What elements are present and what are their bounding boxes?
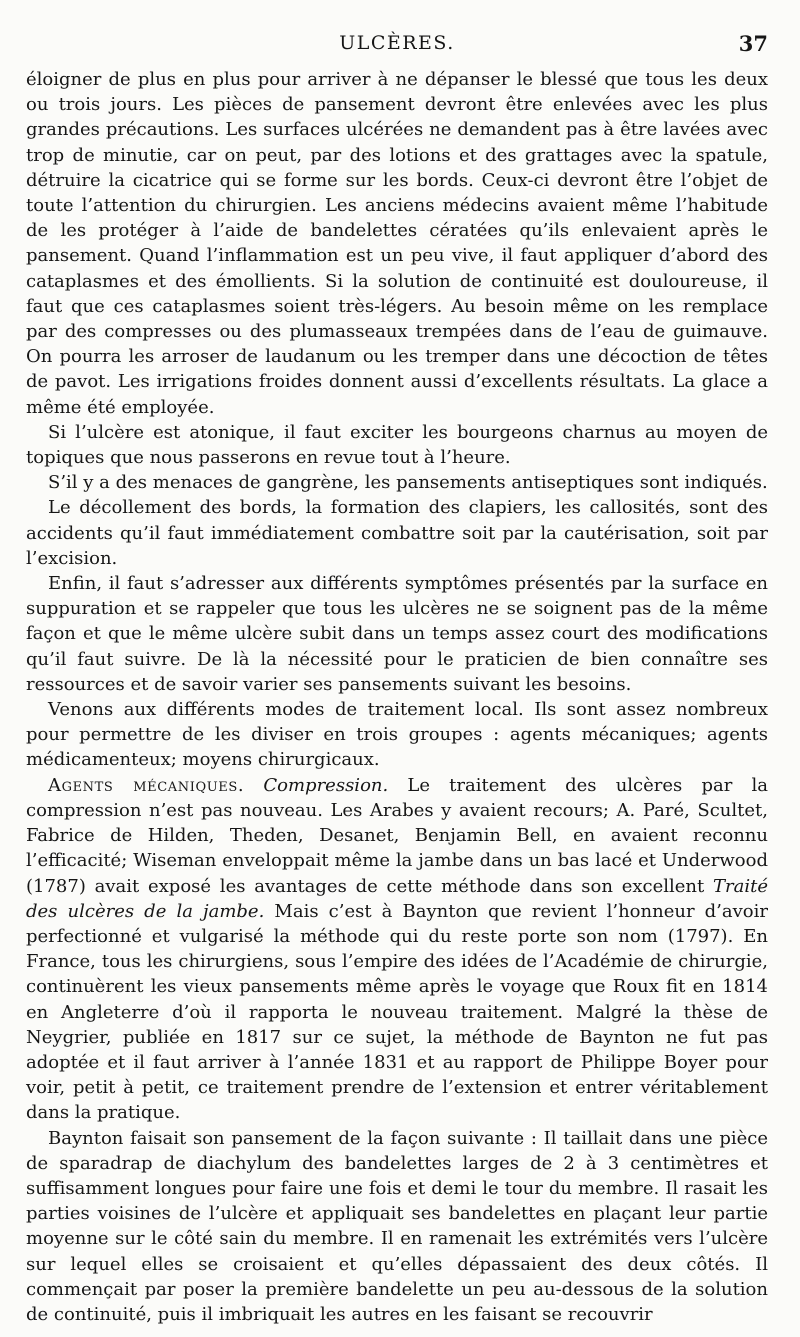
- paragraph-wound-dressing: éloigner de plus en plus pour arriver à ne dépanser le blessé que tous les deux ou trois jours. Les pièces de pansement devront être enlevées avec les plus grandes précautions. Les surfaces ulcérées ne demandent pas à être lavées avec trop de minutie, car on peut, par des lotions et des grattages avec la spatule, détruire la cicatrice qui se forme sur les bords. Ceux-ci devront être l’objet de toute l’attention du chirurgien. Les anciens médecins avaient même l’habitude de les protéger à l’aide de bandelettes cératées qu’ils enlevaient après le pansement. Quand l’inflammation est un peu vive, il faut appliquer d’abord des cataplasmes et des émollients. Si la solution de continuité est douloureuse, il faut que ces cataplasmes soient très-légers. Au besoin même on les remplace par des compresses ou des plumasseaux trempées dans de l’eau de guimauve. On pourra les arroser de laudanum ou les tremper dans une décoction de têtes de pavot. Les irrigations froides donnent aussi d’excellents résultats. La glace a même été employée.: [26, 69, 768, 418]
- paragraph-symptoms: Enfin, il faut s’adresser aux différents symptômes présentés par la surface en suppuration et se rappeler que tous les ulcères ne se soignent pas de la même façon et que le même ulcère subit dans un temps assez court des modifications qu’il faut suivre. De là la nécessité pour le praticien de bien connaître ses ressources et de savoir varier ses pansements suivant les besoins.: [26, 573, 768, 695]
- running-title: ULCÈRES.: [339, 32, 455, 54]
- section-subheading: Compression.: [263, 774, 389, 796]
- paragraph-atonic-ulcer: Si l’ulcère est atonique, il faut exciter les bourgeons charnus au moyen de topiques que nous passerons en revue tout à l’heure.: [26, 421, 768, 469]
- text-body: [26, 67, 768, 1327]
- paragraph-baynton-method: Baynton faisait son pansement de la façon suivante : Il taillait dans une pièce de sparadrap de diachylum des bandelettes larges de 2 à 3 centimètres et suffisamment longues pour faire une fois et demi le tour du membre. Il rasait les parties voisines de l’ulcère et appliquait ses bandelettes en plaçant leur partie moyenne sur le côté sain du membre. Il en ramenait les extrémités vers l’ulcère sur lequel elles se croisaient et qu’elles dépassaient des deux côtés. Il commençait par poser la première bandelette un peu au-dessous de la solution de continuité, puis il imbriquait les autres en les faisant se recouvrir: [26, 1127, 768, 1325]
- paragraph-gangrene: S’il y a des menaces de gangrène, les pansements antiseptiques sont indiqués.: [48, 472, 768, 494]
- paragraph-complications: Le décollement des bords, la formation des clapiers, les callosités, sont des accidents qu’il faut immédiatement combattre soit par la cautérisation, soit par l’excision.: [26, 497, 768, 569]
- compression-text-a: Le traitement des ulcères par la compression n’est pas nouveau. Les Arabes y avaient recours; A. Paré, Scultet, Fabrice de Hilden, Theden, Desanet, Benjamin Bell, en avaient reconnu l’efficacité; Wiseman enveloppait même la jambe dans un bas lacé et Underwood (1787) avait exposé les avantages de cette méthode dans son excellent: [26, 774, 768, 897]
- compression-text-b: Mais c’est à Baynton que revient l’honneur d’avoir perfectionné et vulgarisé la méthode qui du reste porte son nom (1797). En France, tous les chirurgiens, sous l’empire des idées de l’Académie de chirurgie, continuèrent les vieux pansements même après le voyage que Roux fit en 1814 en Angleterre d’où il rapporta le nouveau traitement. Malgré la thèse de Neygrier, publiée en 1817 sur ce sujet, la méthode de Baynton ne fut pas adoptée et il faut arriver à l’année 1831 et au rapport de Philippe Boyer pour voir, petit à petit, ce traitement prendre de l’extension et entrer véritablement dans la pratique.: [26, 900, 768, 1124]
- paragraph-compression: [26, 773, 768, 1126]
- paragraph-treatment-modes: Venons aux différents modes de traitement local. Ils sont assez nombreux pour permettre de les diviser en trois groupes : agents mécaniques; agents médicamenteux; moyens chirurgicaux.: [26, 699, 768, 771]
- section-heading: Agents mécaniques.: [48, 774, 245, 796]
- page-number: 37: [738, 31, 768, 56]
- running-head: [26, 28, 768, 58]
- book-title: Traité des ulcères de la jambe.: [26, 875, 768, 922]
